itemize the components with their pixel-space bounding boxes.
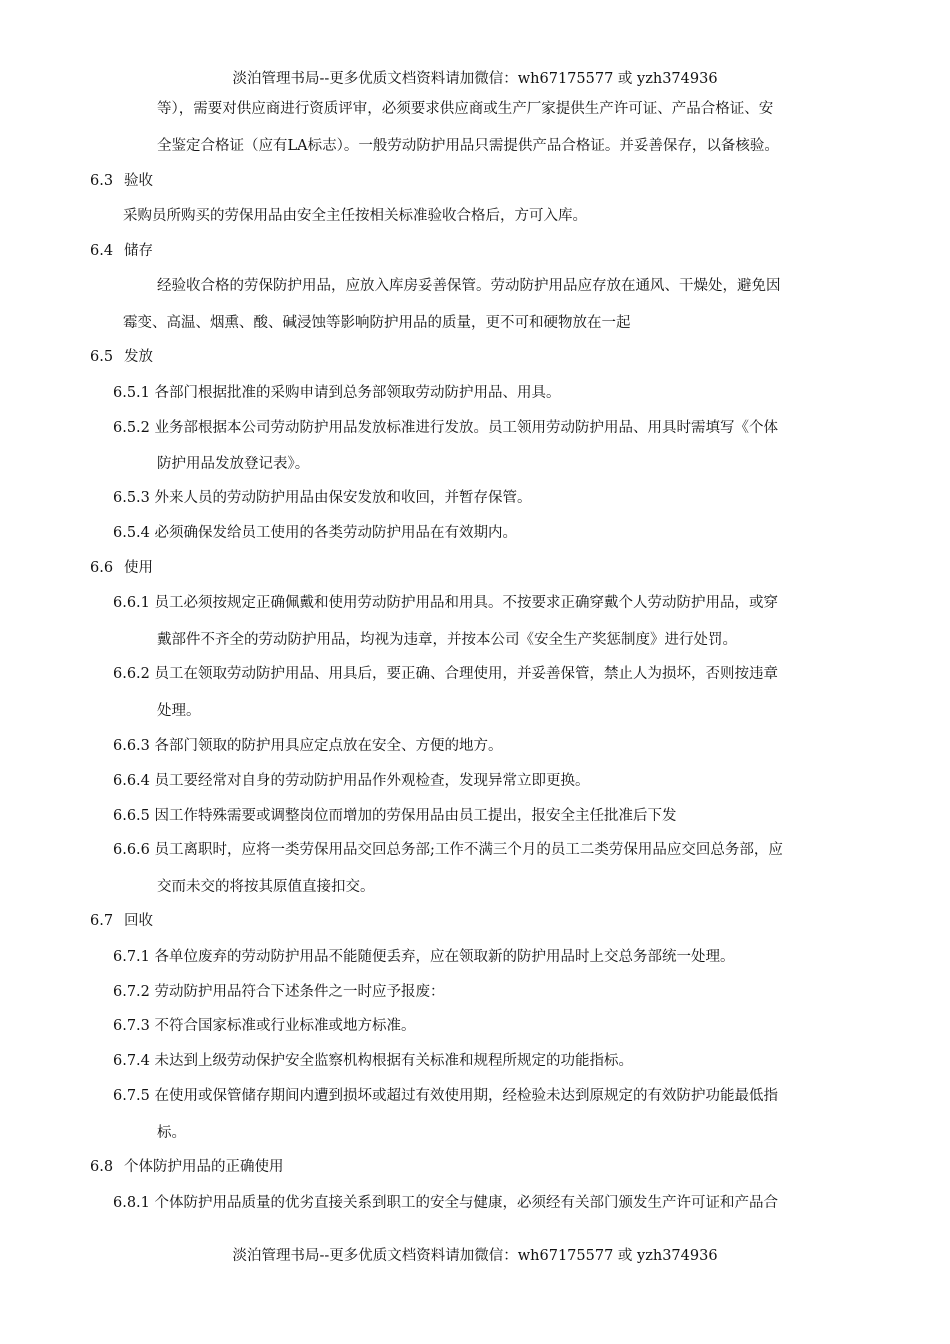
section-title: 个体防护用品的正确使用 [124,1159,284,1175]
section-number: 6.7 [90,913,114,929]
section-heading-6-8 [90,1155,284,1176]
list-item: 6.8.1 个体防护用品质量的优劣直接关系到职工的安全与健康，必须经有关部门颁发生产许可证和产品合 [113,1195,778,1211]
paragraph-line: 采购员所购买的劳保用品由安全主任按相关标准验收合格后，方可入库。 [123,208,587,224]
list-item: 6.6.5 因工作特殊需要或调整岗位而增加的劳保用品由员工提出，报安全主任批准后下发 [113,808,677,824]
list-item: 6.7.1 各单位废弃的劳动防护用品不能随便丢弃，应在领取新的防护用品时上交总务部统一处理。 [113,949,735,965]
list-item-continuation: 戴部件不齐全的劳动防护用品，均视为违章，并按本公司《安全生产奖惩制度》进行处罚。 [157,632,737,648]
page-header: 淡泊管理书局--更多优质文档资料请加微信：wh67175577 或 yzh374936 [232,71,718,87]
list-item: 6.6.1 员工必须按规定正确佩戴和使用劳动防护用品和用具。不按要求正确穿戴个人劳动防护用品，或穿 [113,595,778,611]
section-heading-6-7 [90,909,153,930]
section-title: 发放 [124,349,153,365]
list-item: 6.5.1 各部门根据批准的采购申请到总务部领取劳动防护用品、用具。 [113,385,561,401]
section-title: 回收 [124,913,153,929]
section-heading-6-3 [90,169,153,190]
paragraph-line: 等），需要对供应商进行资质评审，必须要求供应商或生产厂家提供生产许可证、产品合格证、安 [157,101,774,117]
list-item-continuation: 处理。 [157,703,201,719]
section-number: 6.3 [90,173,114,189]
list-item: 6.7.2 劳动防护用品符合下述条件之一时应予报废： [113,984,445,1000]
section-number: 6.6 [90,560,114,576]
list-item: 6.6.2 员工在领取劳动防护用品、用具后，要正确、合理使用，并妥善保管，禁止人为损坏，否则按违章 [113,666,778,682]
paragraph-line: 霉变、高温、烟熏、酸、碱浸蚀等影响防护用品的质量，更不可和硬物放在一起 [123,315,631,331]
paragraph-line: 经验收合格的劳保防护用品，应放入库房妥善保管。劳动防护用品应存放在通风、干燥处，避免因 [157,278,781,294]
list-item: 6.5.4 必须确保发给员工使用的各类劳动防护用品在有效期内。 [113,525,518,541]
section-number: 6.4 [90,243,114,259]
list-item-continuation: 交而未交的将按其原值直接扣交。 [157,879,375,895]
section-number: 6.5 [90,349,114,365]
page-footer: 淡泊管理书局--更多优质文档资料请加微信：wh67175577 或 yzh374936 [232,1248,718,1264]
list-item-continuation: 标。 [157,1125,186,1141]
section-heading-6-6 [90,556,153,577]
list-item: 6.7.5 在使用或保管储存期间内遭到损坏或超过有效使用期，经检验未达到原规定的有效防护功能最低指 [113,1088,778,1104]
list-item: 6.6.6 员工离职时，应将一类劳保用品交回总务部;工作不满三个月的员工二类劳保用品应交回总务部，应 [113,842,783,858]
list-item-continuation: 防护用品发放登记表》。 [157,456,310,472]
list-item: 6.7.4 未达到上级劳动保护安全监察机构根据有关标准和规程所规定的功能指标。 [113,1053,634,1069]
section-title: 使用 [124,560,153,576]
paragraph-line: 全鉴定合格证（应有LA标志）。一般劳动防护用品只需提供产品合格证。并妥善保存，以备核验。 [157,138,779,154]
section-title: 验收 [124,173,153,189]
list-item: 6.6.3 各部门领取的防护用具应定点放在安全、方便的地方。 [113,738,503,754]
section-title: 储存 [124,243,153,259]
section-heading-6-4 [90,239,153,260]
list-item: 6.5.2 业务部根据本公司劳动防护用品发放标准进行发放。员工领用劳动防护用品、用具时需填写《个体 [113,420,778,436]
section-heading-6-5 [90,345,153,366]
list-item: 6.5.3 外来人员的劳动防护用品由保安发放和收回，并暂存保管。 [113,490,532,506]
list-item: 6.6.4 员工要经常对自身的劳动防护用品作外观检查，发现异常立即更换。 [113,773,590,789]
list-item: 6.7.3 不符合国家标准或行业标准或地方标准。 [113,1018,416,1034]
section-number: 6.8 [90,1159,114,1175]
